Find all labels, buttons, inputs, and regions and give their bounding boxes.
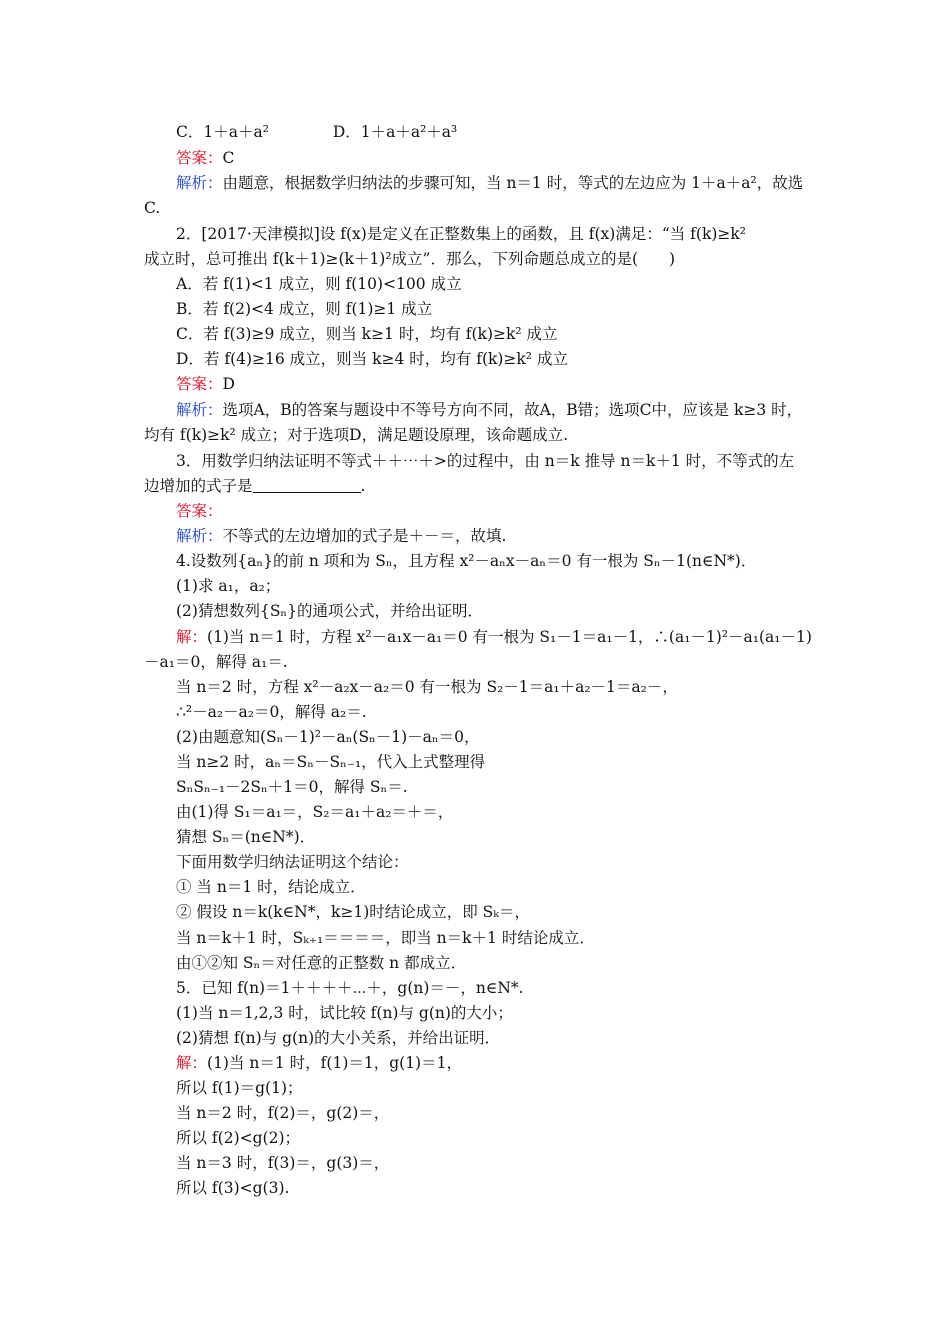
q4-solution-line13: 当 n＝k＋1 时，Sₖ₊₁＝＝＝＝，即当 n＝k＋1 时结论成立． — [176, 929, 595, 947]
q2-analysis-line1 — [176, 400, 816, 420]
q1-option-d-label: D． — [332, 123, 361, 141]
answer-label: 答案： — [176, 502, 223, 520]
q3-answer — [176, 501, 816, 521]
analysis-label: 解析： — [176, 401, 223, 419]
q4-solution-line2: －a₁＝0，解得 a₁＝. — [144, 653, 288, 671]
q3-stem-end: . — [360, 477, 366, 495]
q5-solution-line4: 所以 f(2)<g(2)； — [176, 1129, 300, 1147]
q5-part2: (2)猜想 f(n)与 g(n)的大小关系，并给出证明． — [176, 1029, 501, 1047]
q4-solution-line9: 猜想 Sₙ＝(n∈N*)． — [176, 828, 316, 846]
solution-text: (1)当 n＝1 时，f(1)＝1，g(1)＝1， — [207, 1054, 462, 1072]
q3-stem-line1: 3．用数学归纳法证明不等式＋＋⋯＋>的过程中，由 n＝k 推导 n＝k＋1 时，不等式的左 — [176, 452, 795, 470]
q1-option-d: 1＋a＋a²＋a³ — [360, 123, 458, 141]
q5-solution-line1 — [176, 1053, 816, 1073]
q2-option-c: C．若 f(3)≥9 成立，则当 k≥1 时，均有 f(k)≥k² 成立 — [176, 325, 558, 343]
q2-stem-line1: 2．[2017·天津模拟]设 f(x)是定义在正整数集上的函数，且 f(x)满足：“当 f(k)≥k² — [176, 225, 746, 243]
answer-label: 答案： — [176, 149, 223, 167]
q2-analysis-line2: 均有 f(k)≥k² 成立；对于选项D，满足题设原理，该命题成立. — [144, 426, 569, 444]
answer-label: 答案： — [176, 375, 223, 393]
q2-stem-line2: 成立时，总可推出 f(k＋1)≥(k＋1)²成立”．那么，下列命题总成立的是( ) — [144, 250, 676, 268]
q5-solution-line5: 当 n＝3 时，f(3)＝，g(3)＝， — [176, 1154, 390, 1172]
analysis-text: 选项A，B的答案与题设中不等号方向不同，故A，B错；选项C中，应该是 k≥3 时， — [222, 401, 803, 419]
q4-stem: 4.设数列{aₙ}的前 n 项和为 Sₙ，且方程 x²－aₙx－aₙ＝0 有一根为 Sₙ－1(n∈N*)． — [176, 552, 757, 570]
analysis-label: 解析： — [176, 174, 223, 192]
q4-solution-line4: ∴²－a₂－a₂＝0，解得 a₂＝. — [176, 703, 367, 721]
q4-solution-line12: ② 假设 n＝k(k∈N*，k≥1)时结论成立，即 Sₖ＝， — [176, 903, 530, 921]
q4-part2: (2)猜想数列{Sₙ}的通项公式，并给出证明． — [176, 602, 484, 620]
q4-solution-line8: 由(1)得 S₁＝a₁＝，S₂＝a₁＋a₂＝＋＝， — [176, 803, 454, 821]
q3-stem-text: 边增加的式子是 — [144, 477, 253, 495]
q5-solution-line2: 所以 f(1)＝g(1)； — [176, 1079, 303, 1097]
q1-answer — [176, 148, 816, 168]
q1-option-c-label: C． — [176, 123, 204, 141]
q2-option-b: B．若 f(2)<4 成立，则 f(1)≥1 成立 — [176, 300, 433, 318]
q1-options-cd — [176, 122, 816, 142]
q4-solution-line6: 当 n≥2 时，aₙ＝Sₙ－Sₙ₋₁，代入上式整理得 — [176, 753, 486, 771]
q1-analysis-line2: C. — [144, 199, 161, 217]
solution-label: 解： — [176, 628, 208, 646]
answer-value: C — [222, 149, 235, 167]
q4-solution-line10: 下面用数学归纳法证明这个结论： — [176, 853, 409, 871]
solution-text: (1)当 n＝1 时，方程 x²－a₁x－a₁＝0 有一根为 S₁－1＝a₁－1，∴(a₁－1)²－a₁(a₁－1) — [207, 628, 812, 646]
q4-part1: (1)求 a₁，a₂； — [176, 577, 281, 595]
q4-solution-line3: 当 n＝2 时，方程 x²－a₂x－a₂＝0 有一根为 S₂－1＝a₁＋a₂－1＝a₂－， — [176, 678, 678, 696]
q3-stem-line2 — [144, 476, 816, 496]
q4-solution-line1 — [176, 627, 816, 647]
q5-stem: 5．已知 f(n)＝1＋＋＋＋⋯＋，g(n)＝－，n∈N*. — [176, 979, 524, 997]
q2-answer — [176, 374, 816, 394]
q4-solution-line11: ① 当 n＝1 时，结论成立． — [176, 878, 366, 896]
q5-part1: (1)当 n＝1,2,3 时，试比较 f(n)与 g(n)的大小； — [176, 1004, 513, 1022]
analysis-text: 由题意，根据数学归纳法的步骤可知，当 n＝1 时，等式的左边应为 1＋a＋a²，故选 — [222, 174, 804, 192]
q4-solution-line7: SₙSₙ₋₁－2Sₙ＋1＝0，解得 Sₙ＝. — [176, 778, 408, 796]
fill-in-blank — [253, 478, 361, 493]
answer-value: D — [222, 375, 235, 393]
q3-analysis — [176, 526, 816, 546]
analysis-text: 不等式的左边增加的式子是＋－＝，故填. — [222, 527, 507, 545]
q2-option-d: D．若 f(4)≥16 成立，则当 k≥4 时，均有 f(k)≥k² 成立 — [176, 350, 568, 368]
q2-option-a: A．若 f(1)<1 成立，则 f(10)<100 成立 — [176, 275, 462, 293]
q5-solution-line3: 当 n＝2 时，f(2)＝，g(2)＝， — [176, 1104, 390, 1122]
q4-solution-line14: 由①②知 Sₙ＝对任意的正整数 n 都成立． — [176, 954, 467, 972]
q5-solution-line6: 所以 f(3)<g(3). — [176, 1179, 290, 1197]
q1-option-c: 1＋a＋a² — [203, 123, 269, 141]
analysis-label: 解析： — [176, 527, 223, 545]
solution-label: 解： — [176, 1054, 208, 1072]
q4-solution-line5: (2)由题意知(Sₙ－1)²－aₙ(Sₙ－1)－aₙ＝0， — [176, 728, 480, 746]
q1-analysis-line1 — [176, 173, 816, 193]
